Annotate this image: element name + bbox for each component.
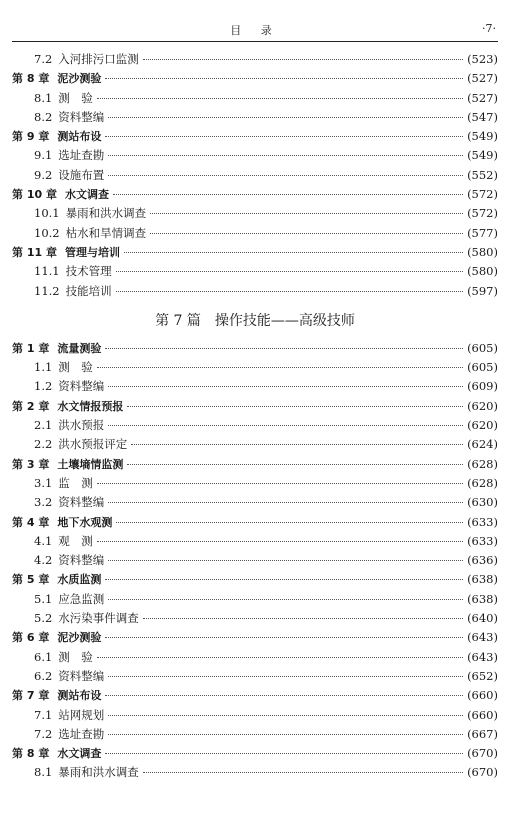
entry-page-number: (580)	[467, 264, 498, 279]
toc-section-entry[interactable]	[12, 416, 498, 435]
dot-leader	[124, 252, 463, 253]
toc-section-entry[interactable]	[12, 551, 498, 570]
entry-page-number: (643)	[467, 649, 498, 664]
entry-title: 应急监测	[58, 591, 105, 606]
entry-title: 选址查勘	[58, 726, 105, 741]
dot-leader	[127, 464, 463, 465]
entry-title: 资料整编	[58, 109, 105, 124]
entry-page-number: (643)	[467, 630, 498, 645]
entry-page-number: (638)	[467, 591, 498, 606]
entry-number: 5.2	[34, 611, 53, 626]
entry-number: 第 11 章	[12, 245, 57, 259]
entry-number: 第 2 章	[12, 399, 50, 413]
entry-title: 资料整编	[58, 668, 105, 683]
dot-leader	[113, 194, 463, 195]
entry-page-number: (523)	[467, 52, 498, 66]
entry-page-number: (549)	[467, 148, 498, 163]
toc-section-entry[interactable]	[12, 706, 498, 725]
entry-page-number: (527)	[467, 71, 498, 86]
entry-page-number: (597)	[467, 283, 498, 298]
entry-number: 1.1	[34, 360, 53, 375]
dot-leader	[116, 271, 463, 272]
toc-section-entry[interactable]	[12, 262, 498, 281]
toc-chapter-entry[interactable]	[12, 513, 498, 532]
toc-section-entry[interactable]	[12, 89, 498, 108]
toc-section-entry[interactable]	[12, 224, 498, 243]
dot-leader	[108, 117, 463, 118]
entry-title: 水文调查	[64, 188, 109, 202]
toc-chapter-entry[interactable]	[12, 744, 498, 763]
entry-title: 技能培训	[65, 283, 112, 298]
entry-number: 4.1	[34, 533, 53, 548]
entry-number: 3.1	[34, 475, 53, 490]
entry-page-number: (547)	[467, 109, 498, 124]
dot-leader	[143, 618, 463, 619]
entry-title: 测站布设	[57, 689, 102, 703]
entry-page-number: (670)	[467, 765, 498, 780]
dot-leader	[105, 78, 463, 79]
toc-section-entry[interactable]	[12, 667, 498, 686]
entry-number: 4.2	[34, 553, 53, 568]
dot-leader	[108, 715, 463, 716]
entry-page-number: (549)	[467, 129, 498, 144]
dot-leader	[150, 233, 463, 234]
entry-number: 6.1	[34, 649, 53, 664]
dot-leader	[108, 676, 463, 677]
entry-page-number: (630)	[467, 495, 498, 510]
entry-title: 洪水预报评定	[58, 437, 128, 452]
dot-leader	[105, 753, 463, 754]
toc-section-entry[interactable]	[12, 590, 498, 609]
toc-section-entry[interactable]	[12, 146, 498, 165]
toc-section-entry[interactable]	[12, 609, 498, 628]
entry-page-number: (670)	[467, 746, 498, 761]
entry-number: 11.2	[34, 283, 60, 298]
entry-title: 技术管理	[65, 264, 112, 279]
entry-title: 枯水和旱情调查	[65, 225, 147, 240]
dot-leader	[131, 444, 463, 445]
entry-title: 选址查勘	[58, 148, 105, 163]
toc-section-entry[interactable]	[12, 648, 498, 667]
entry-title: 水质监测	[57, 573, 102, 587]
entry-number: 8.1	[34, 765, 53, 780]
toc-part-6-tail	[12, 50, 498, 301]
entry-title: 监 测	[58, 475, 93, 490]
toc-chapter-entry[interactable]	[12, 397, 498, 416]
dot-leader	[108, 175, 463, 176]
entry-title: 资料整编	[58, 553, 105, 568]
entry-title: 资料整编	[58, 379, 105, 394]
entry-number: 第 5 章	[12, 573, 50, 587]
entry-page-number: (640)	[467, 611, 498, 626]
header-rule	[12, 41, 498, 42]
toc-chapter-entry[interactable]	[12, 185, 498, 204]
entry-title: 暴雨和洪水调查	[58, 765, 139, 780]
entry-number: 5.1	[34, 591, 53, 606]
entry-number: 8.2	[34, 109, 53, 124]
toc-section-entry[interactable]	[12, 166, 498, 185]
entry-page-number: (633)	[467, 533, 498, 548]
dot-leader	[97, 483, 463, 484]
entry-page-number: (638)	[467, 572, 498, 587]
entry-page-number: (580)	[467, 244, 498, 259]
dot-leader	[150, 213, 463, 214]
toc-section-entry[interactable]	[12, 474, 498, 493]
toc-section-entry[interactable]	[12, 493, 498, 512]
toc-section-entry[interactable]	[12, 532, 498, 551]
entry-number: 第 4 章	[12, 515, 50, 529]
entry-number: 11.1	[34, 264, 60, 279]
entry-number: 3.2	[34, 495, 53, 510]
entry-page-number: (633)	[467, 514, 498, 529]
toc-chapter-entry[interactable]	[12, 243, 498, 262]
dot-leader	[105, 348, 463, 349]
dot-leader	[108, 155, 463, 156]
entry-number: 2.1	[34, 418, 53, 433]
entry-number: 7.1	[34, 707, 53, 722]
toc-chapter-entry[interactable]	[12, 686, 498, 705]
entry-number: 第 8 章	[12, 747, 50, 761]
toc-section-entry[interactable]	[12, 204, 498, 223]
entry-number: 第 7 章	[12, 689, 50, 703]
entry-number: 第 1 章	[12, 341, 50, 355]
entry-title: 泥沙测验	[57, 72, 102, 86]
dot-leader	[97, 657, 463, 658]
entry-page-number: (527)	[467, 90, 498, 105]
toc-section-entry[interactable]	[12, 435, 498, 454]
toc-chapter-entry[interactable]	[12, 69, 498, 88]
entry-number: 2.2	[34, 437, 53, 452]
toc-section-entry[interactable]	[12, 725, 498, 744]
dot-leader	[108, 599, 463, 600]
dot-leader	[116, 291, 463, 292]
entry-number: 1.2	[34, 379, 53, 394]
dot-leader	[105, 695, 463, 696]
entry-page-number: (620)	[467, 398, 498, 413]
entry-number: 8.1	[34, 90, 53, 105]
entry-title: 土壤墒情监测	[57, 457, 124, 471]
entry-title: 水污染事件调查	[58, 611, 139, 626]
toc-section-entry[interactable]	[12, 763, 498, 782]
entry-number: 第 8 章	[12, 72, 50, 86]
entry-page-number: (605)	[467, 340, 498, 355]
entry-page-number: (620)	[467, 418, 498, 433]
entry-number: 6.2	[34, 668, 53, 683]
toc-chapter-entry[interactable]	[12, 127, 498, 146]
toc-section-entry[interactable]	[12, 282, 498, 301]
dot-leader	[116, 522, 463, 523]
entry-number: 9.2	[34, 167, 53, 182]
dot-leader	[127, 406, 463, 407]
toc-part-7	[12, 339, 498, 783]
entry-number: 第 10 章	[12, 188, 57, 202]
entry-title: 暴雨和洪水调查	[65, 206, 147, 221]
entry-page-number: (552)	[467, 167, 498, 182]
toc-section-entry[interactable]	[12, 108, 498, 127]
entry-number: 7.2	[34, 726, 53, 741]
dot-leader	[105, 579, 463, 580]
entry-number: 第 9 章	[12, 130, 50, 144]
entry-number: 9.1	[34, 148, 53, 163]
entry-page-number: (652)	[467, 668, 498, 683]
dot-leader	[97, 367, 463, 368]
dot-leader	[108, 425, 463, 426]
entry-title: 洪水预报	[58, 418, 105, 433]
dot-leader	[108, 560, 463, 561]
toc-section-entry[interactable]	[12, 50, 498, 69]
entry-page-number: (628)	[467, 475, 498, 490]
toc-chapter-entry[interactable]	[12, 628, 498, 647]
entry-title: 管理与培训	[64, 245, 120, 259]
entry-title: 入河排污口监测	[58, 52, 139, 66]
entry-page-number: (572)	[467, 187, 498, 202]
part-title: 第 7 篇 操作技能——高级技师	[155, 312, 355, 329]
entry-title: 水文情报预报	[57, 399, 124, 413]
dot-leader	[105, 136, 463, 137]
entry-number: 第 3 章	[12, 457, 50, 471]
toc-section-entry[interactable]	[12, 377, 498, 396]
header-page-number: ·7·	[482, 22, 496, 35]
header-title: 目 录	[230, 24, 280, 37]
dot-leader	[108, 386, 463, 387]
entry-title: 测站布设	[57, 130, 102, 144]
dot-leader	[143, 59, 463, 60]
dot-leader	[108, 734, 463, 735]
entry-page-number: (667)	[467, 726, 498, 741]
entry-page-number: (636)	[467, 553, 498, 568]
entry-title: 水文调查	[57, 747, 102, 761]
entry-page-number: (577)	[467, 225, 498, 240]
dot-leader	[97, 541, 463, 542]
entry-title: 流量测验	[57, 341, 102, 355]
toc-section-entry[interactable]	[12, 358, 498, 377]
entry-title: 测 验	[58, 649, 93, 664]
entry-page-number: (609)	[467, 379, 498, 394]
entry-page-number: (624)	[467, 437, 498, 452]
entry-number: 第 6 章	[12, 631, 50, 645]
dot-leader	[108, 502, 463, 503]
entry-number: 7.2	[34, 52, 53, 66]
entry-title: 设施布置	[58, 167, 105, 182]
entry-title: 测 验	[58, 90, 93, 105]
entry-number: 10.1	[34, 206, 60, 221]
entry-title: 资料整编	[58, 495, 105, 510]
toc-chapter-entry[interactable]	[12, 455, 498, 474]
entry-title: 站网规划	[58, 707, 105, 722]
entry-number: 10.2	[34, 225, 60, 240]
page-header	[12, 22, 498, 40]
entry-page-number: (572)	[467, 206, 498, 221]
entry-title: 测 验	[58, 360, 93, 375]
entry-page-number: (660)	[467, 707, 498, 722]
entry-title: 观 测	[58, 533, 93, 548]
entry-page-number: (605)	[467, 360, 498, 375]
entry-page-number: (628)	[467, 456, 498, 471]
dot-leader	[143, 772, 463, 773]
dot-leader	[97, 98, 463, 99]
dot-leader	[105, 637, 463, 638]
toc-chapter-entry[interactable]	[12, 570, 498, 589]
toc-chapter-entry[interactable]	[12, 339, 498, 358]
entry-page-number: (660)	[467, 688, 498, 703]
entry-title: 地下水观测	[57, 515, 113, 529]
entry-title: 泥沙测验	[57, 631, 102, 645]
table-of-contents	[12, 50, 498, 783]
